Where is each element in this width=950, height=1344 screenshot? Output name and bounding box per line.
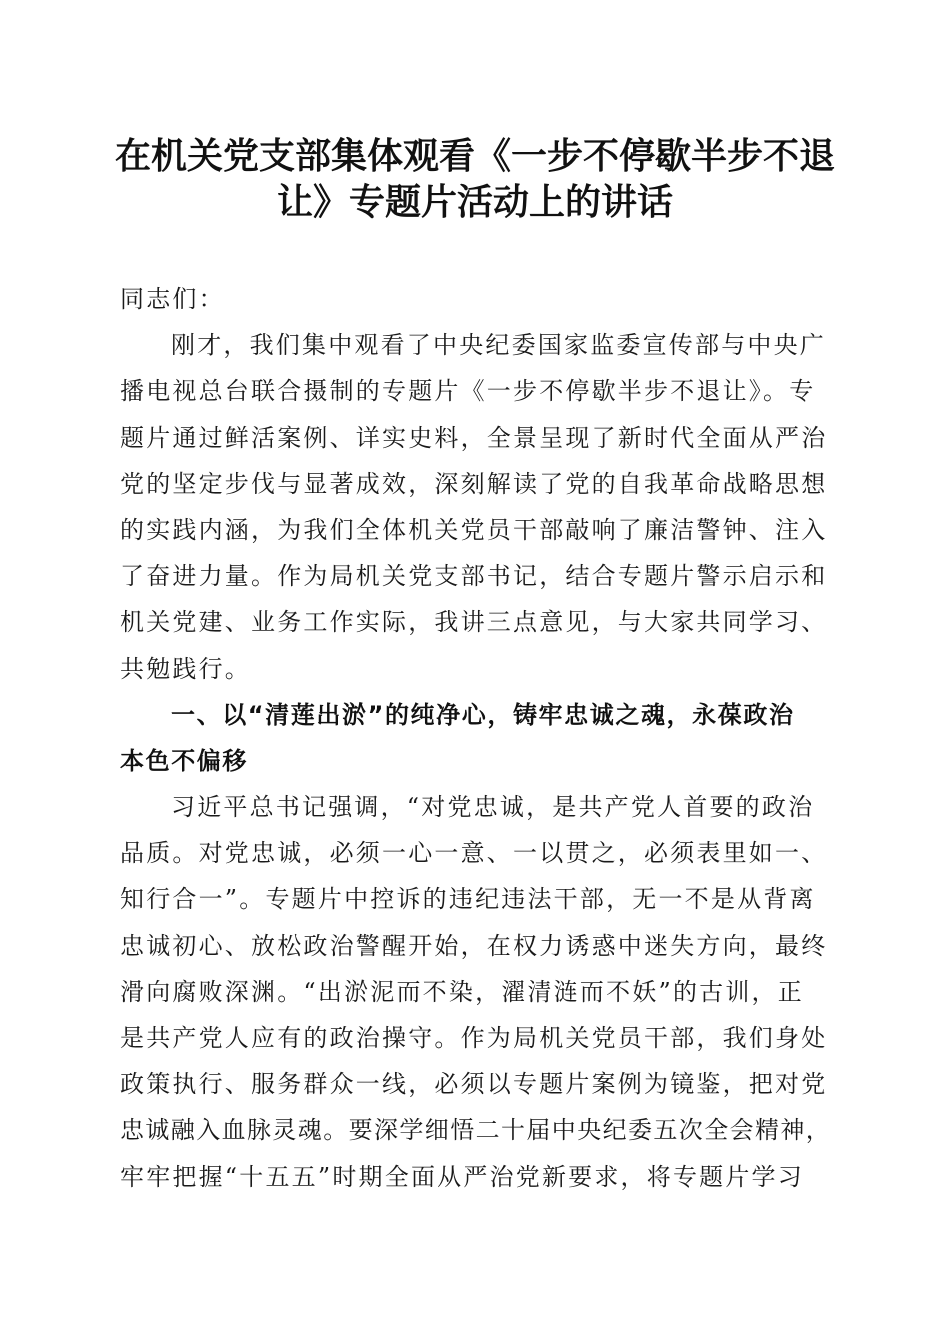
section-heading-line: 本色不偏移 xyxy=(120,746,248,775)
section-1-line: 知行合一”。专题片中控诉的违纪违法干部，无一不是从背离 xyxy=(120,885,816,914)
intro-line: 刚才，我们集中观看了中央纪委国家监委宣传部与中央广 xyxy=(171,331,826,360)
page-title xyxy=(100,133,850,225)
intro-line: 党的坚定步伐与显著成效，深刻解读了党的自我革命战略思想 xyxy=(120,469,828,498)
title-line-1: 在机关党支部集体观看《一步不停歇半步不退 xyxy=(114,135,835,177)
title-line-2: 让》专题片活动上的讲话 xyxy=(276,181,673,223)
section-1-line: 品质。对党忠诚，必须一心一意、一以贯之，必须表里如一、 xyxy=(120,839,828,868)
intro-line: 了奋进力量。作为局机关党支部书记，结合专题片警示启示和 xyxy=(120,562,828,591)
section-1-line: 是共产党人应有的政治操守。作为局机关党员干部，我们身处 xyxy=(120,1024,828,1052)
section-1-line: 忠诚初心、放松政治警醒开始，在权力诱惑中迷失方向，最终 xyxy=(120,931,828,960)
section-1-line: 忠诚融入血脉灵魂。要深学细悟二十届中央纪委五次全会精神， xyxy=(120,1116,832,1145)
intro-line: 题片通过鲜活案例、详实史料，全景呈现了新时代全面从严治 xyxy=(120,423,828,452)
intro-line: 的实践内涵，为我们全体机关党员干部敲响了廉洁警钟、注入 xyxy=(120,515,828,544)
intro-paragraph xyxy=(120,322,832,692)
section-1-heading xyxy=(120,692,832,784)
section-1-line: 政策执行、服务群众一线，必须以专题片案例为镜鉴，把对党 xyxy=(120,1070,828,1099)
document-body xyxy=(120,276,832,1200)
intro-line: 共勉践行。 xyxy=(120,654,251,683)
intro-line: 播电视总台联合摄制的专题片《一步不停歇半步不退让》。专 xyxy=(120,377,816,406)
section-heading-line: 一、以“清莲出淤”的纯净心，铸牢忠诚之魂，永葆政治 xyxy=(171,700,795,729)
section-1-line: 牢牢把握“十五五”时期全面从严治党新要求，将专题片学习 xyxy=(120,1162,804,1191)
section-1-line: 滑向腐败深渊。“出淤泥而不染，濯清涟而不妖”的古训，正 xyxy=(120,977,804,1006)
section-1-line: 习近平总书记强调，“对党忠诚，是共产党人首要的政治 xyxy=(171,793,815,822)
salutation: 同志们： xyxy=(120,285,225,313)
section-1-paragraph xyxy=(120,784,832,1200)
intro-line: 机关党建、业务工作实际，我讲三点意见，与大家共同学习、 xyxy=(120,608,828,637)
